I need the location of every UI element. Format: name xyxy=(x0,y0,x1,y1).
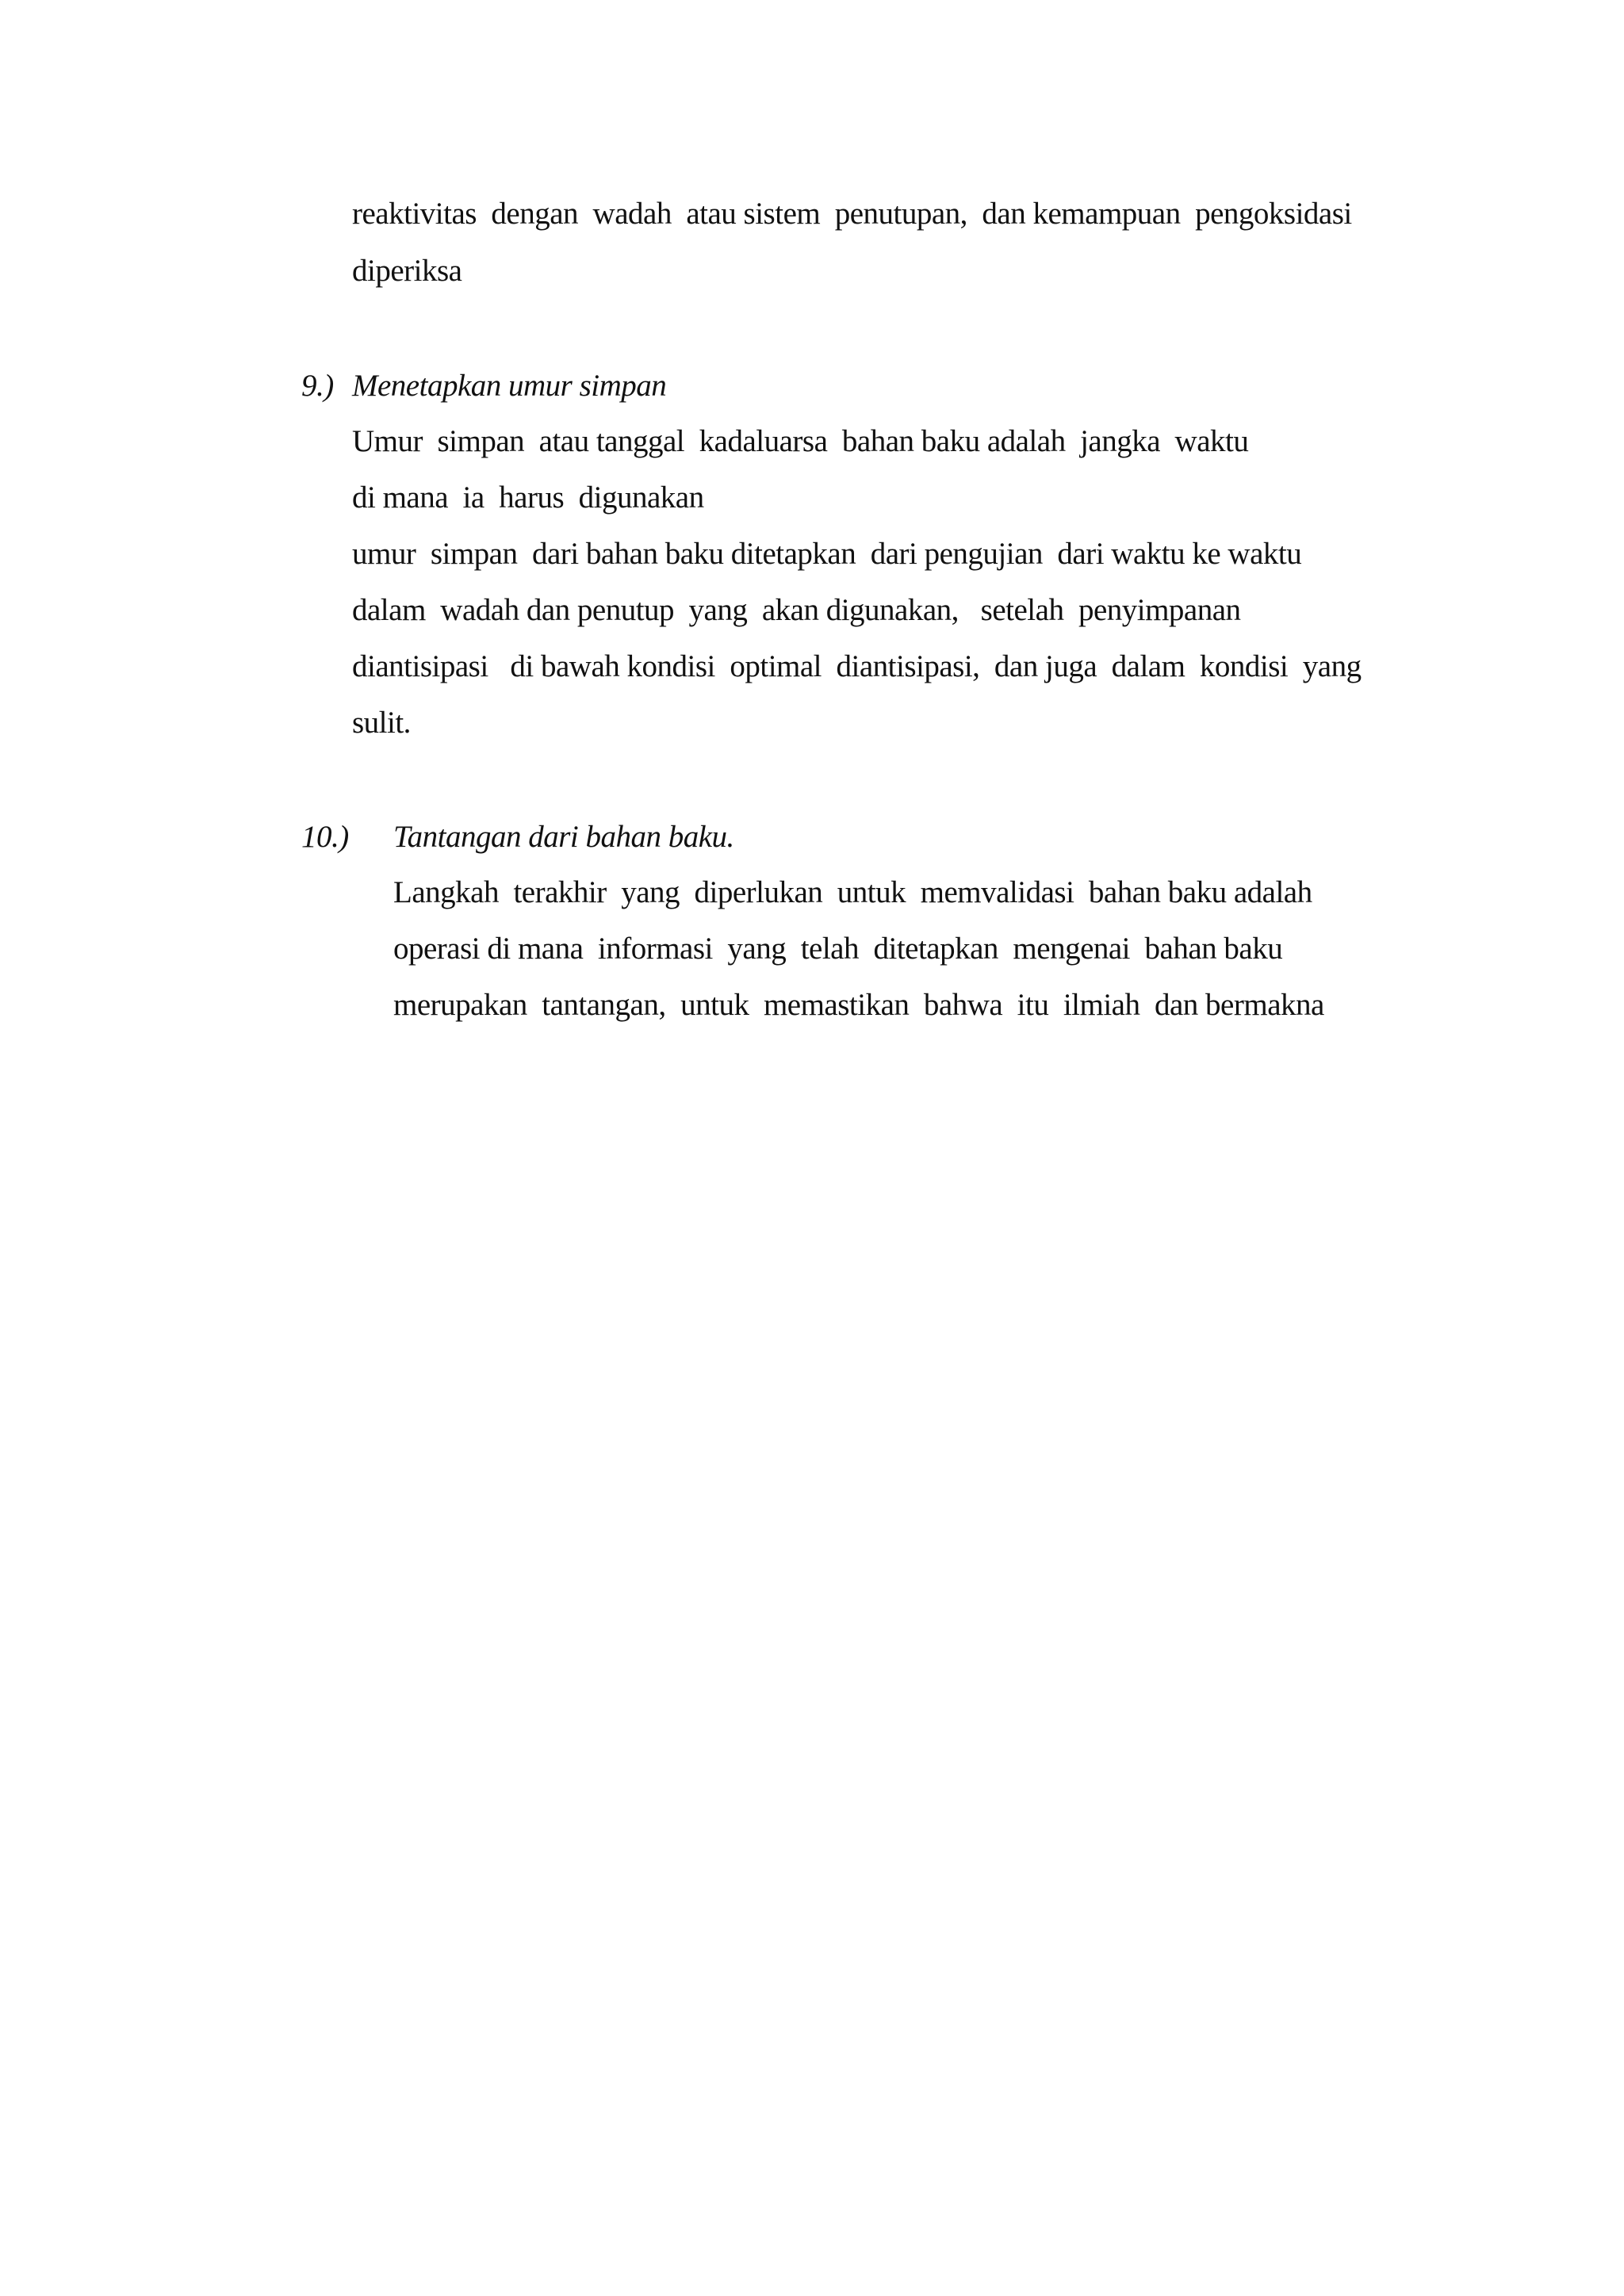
paragraph-line: Langkah terakhir yang diperlukan untuk memvalidasi bahan baku adalah xyxy=(393,875,1312,909)
paragraph-line: merupakan tantangan, untuk memastikan bahwa itu ilmiah dan bermakna xyxy=(393,988,1324,1022)
item-10-heading: Tantangan dari bahan baku. xyxy=(393,820,734,854)
paragraph-line: diantisipasi di bawah kondisi optimal diantisipasi, dan juga dalam kondisi yang xyxy=(352,649,1362,683)
paragraph-line: diperiksa xyxy=(352,254,462,288)
paragraph-line: di mana ia harus digunakan xyxy=(352,480,704,515)
paragraph-line: sulit. xyxy=(352,706,411,740)
paragraph-line: Umur simpan atau tanggal kadaluarsa bahan baku adalah jangka waktu xyxy=(352,424,1249,458)
list-number-9: 9.) xyxy=(301,369,334,403)
item-9-heading: Menetapkan umur simpan xyxy=(352,369,667,403)
paragraph-line: reaktivitas dengan wadah atau sistem penutupan, dan kemampuan pengoksidasi xyxy=(352,197,1352,231)
paragraph-line: operasi di mana informasi yang telah ditetapkan mengenai bahan baku xyxy=(393,932,1283,966)
paragraph-line: umur simpan dari bahan baku ditetapkan dari pengujian dari waktu ke waktu xyxy=(352,537,1302,571)
paragraph-line: dalam wadah dan penutup yang akan digunakan, setelah penyimpanan xyxy=(352,593,1241,627)
list-number-10: 10.) xyxy=(301,820,349,854)
